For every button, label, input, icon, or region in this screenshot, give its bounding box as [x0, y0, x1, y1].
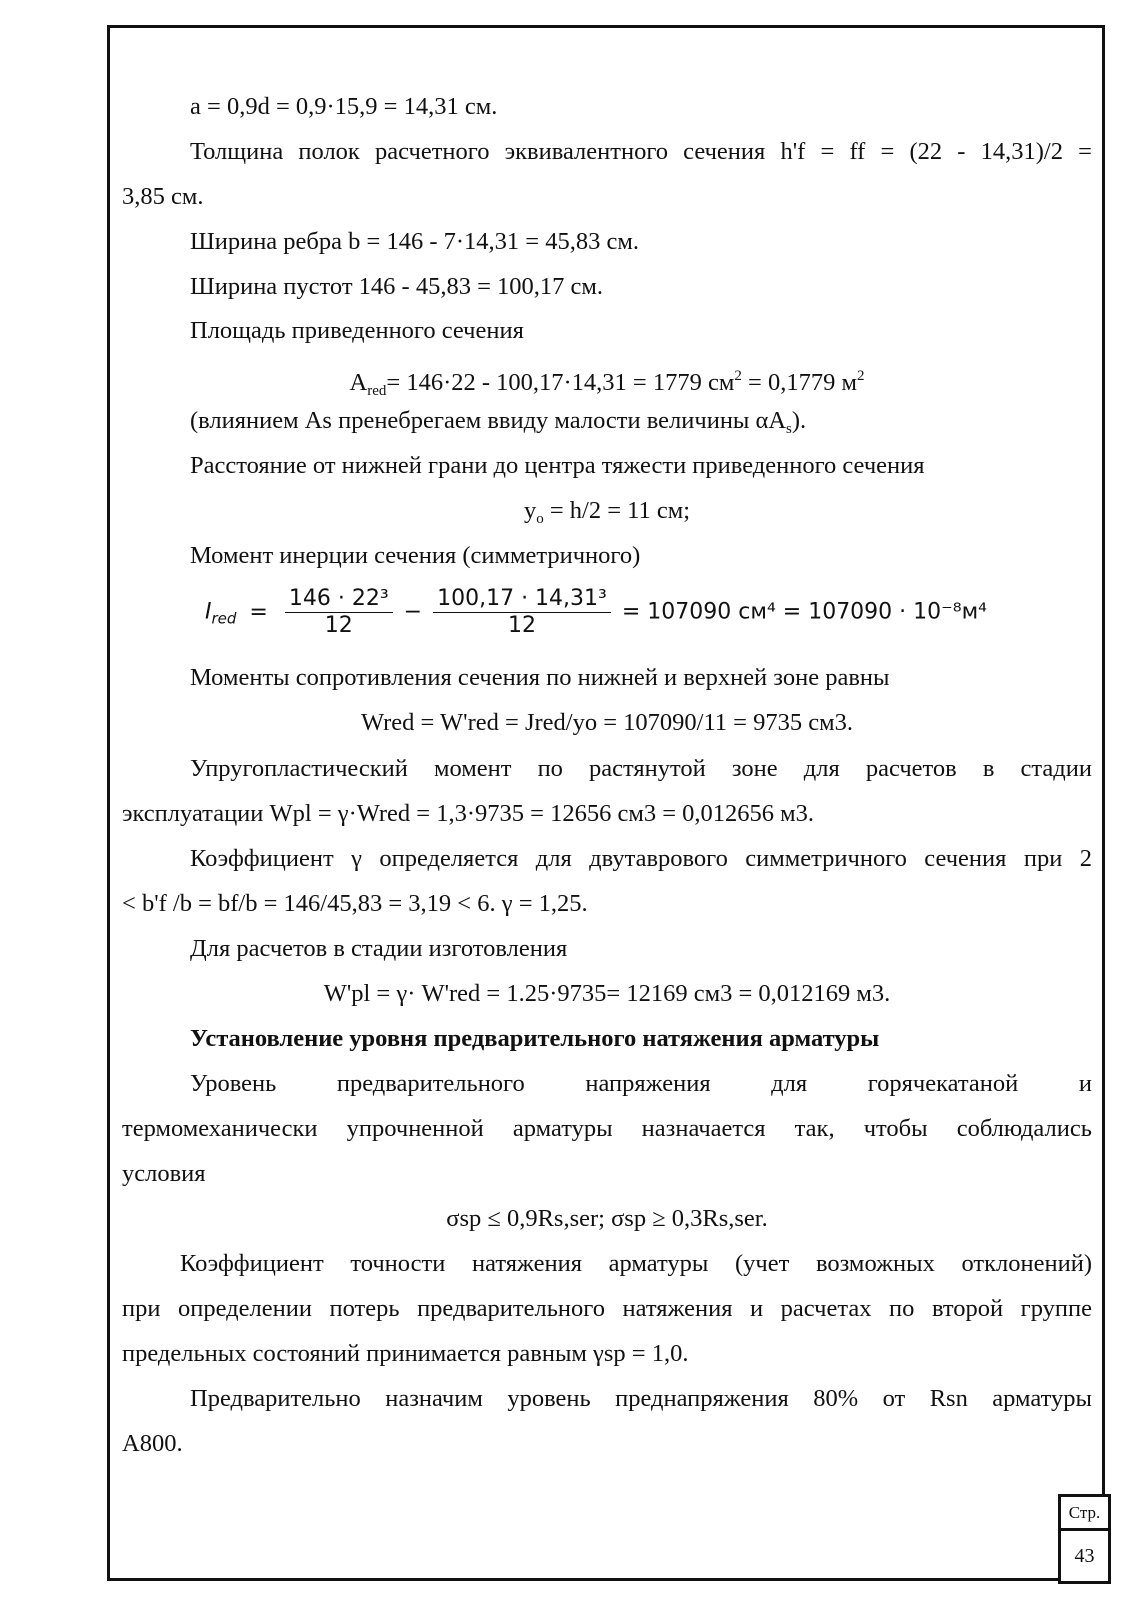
section-heading: Установление уровня предварительного натяжения арматуры — [190, 1025, 880, 1052]
line-a800: A800. — [122, 1430, 183, 1457]
page-stamp-label: Стр. — [1058, 1494, 1111, 1531]
line-ratio: < b'f /b = bf/b = 146/45,83 = 3,19 < 6. γ = 1,25. — [122, 890, 588, 917]
line-inertia-heading: Момент инерции сечения (симметричного) — [190, 542, 641, 569]
formula-wred: Wred = W'red = Jred/yo = 107090/11 = 9735 см3. — [361, 709, 853, 736]
line-flange-thickness: Толщина полок расчетного эквивалентного сечения h'f = ff = (22 - 14,31)/2 = — [190, 138, 1092, 165]
line-manufacture-heading: Для расчетов в стадии изготовления — [190, 935, 568, 962]
line-a: a = 0,9d = 0,9·15,9 = 14,31 см. — [190, 93, 498, 120]
formula-ared: $A_{red}= 146\cdot 22 - 100,17\cdot 14,31 = 1779$ $см^2 = 0,1779$ $м^2$ — [349, 368, 865, 399]
line-gamma-coef: Коэффициент γ определяется для двутаврового симметричного сечения при 2 — [190, 845, 1092, 872]
line-centroid-heading: Расстояние от нижней грани до центра тяжести приведенного сечения — [190, 452, 925, 479]
line-elastoplastic: Упругопластический момент по растянутой зоне для расчетов в стадии — [190, 755, 1092, 782]
line-conditions: условия — [122, 1160, 206, 1187]
line-gamma-sp: предельных состояний принимается равным γsp = 1,0. — [122, 1340, 689, 1367]
line-prestress-level: Уровень предварительного напряжения для горячекатаной и — [190, 1070, 1092, 1097]
formula-yo: $y_o = h/2 = 11$ см; — [523, 497, 691, 527]
line-rib-width: Ширина ребра b = 146 - 7·14,31 = 45,83 см. — [190, 228, 639, 255]
line-thermomech: термомеханически упрочненной арматуры назначается так, чтобы соблюдались — [122, 1115, 1092, 1142]
line-preliminary: Предварительно назначим уровень преднапряжения 80% от Rsn арматуры — [190, 1385, 1092, 1412]
line-losses: при определении потерь предварительного натяжения и расчетах по второй группе — [122, 1295, 1092, 1322]
line-flange-result: 3,85 см. — [122, 183, 204, 210]
page-number: 43 — [1058, 1528, 1111, 1584]
formula-sigma: σsp ≤ 0,9Rs,ser; σsp ≥ 0,3Rs,ser. — [446, 1205, 768, 1232]
formula-ired: $I_{red}$ = $\frac{\text{146 · 22³}}{12}$ − $\frac{\text{100,17 · 14,31³}}{12}$ = 107090 см⁴ = 107090 · 10⁻⁸м⁴ — [205, 586, 987, 638]
line-wpl: эксплуатации Wpl = γ·Wred = 1,3·9735 = 12656 см3 = 0,012656 м3. — [122, 800, 815, 827]
line-as-note: (влиянием As пренебрегаем ввиду малости величины $\alpha A_s$). — [190, 407, 807, 437]
line-area-heading: Площадь приведенного сечения — [190, 317, 524, 344]
formula-wpl-prime: W'pl = γ· W'red = 1.25·9735= 12169 см3 = 0,012169 м3. — [323, 980, 891, 1007]
line-void-width: Ширина пустот 146 - 45,83 = 100,17 см. — [190, 273, 604, 300]
line-moments-heading: Моменты сопротивления сечения по нижней и верхней зоне равны — [190, 664, 890, 691]
line-accuracy-coef: Коэффициент точности натяжения арматуры (учет возможных отклонений) — [180, 1250, 1092, 1277]
